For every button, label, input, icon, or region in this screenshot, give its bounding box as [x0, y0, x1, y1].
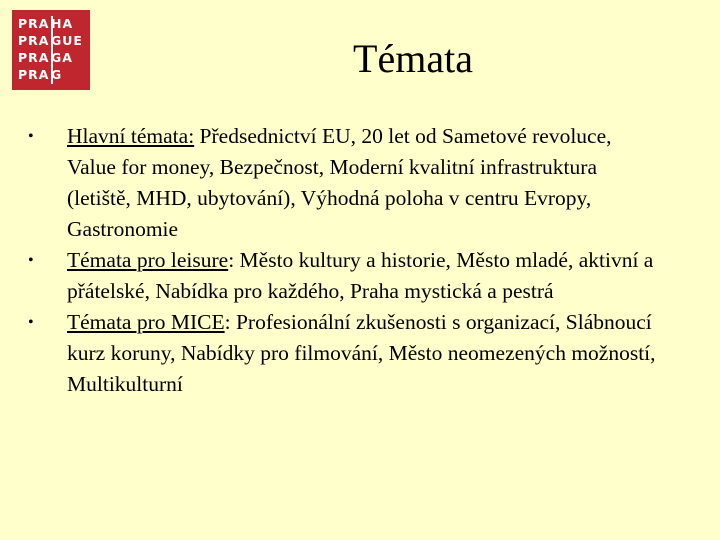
logo-text: PRA [18, 33, 50, 48]
logo-text: HA [51, 16, 74, 31]
bullet-list [0, 121, 720, 400]
logo-text: GA [51, 50, 73, 65]
bullet-label: Hlavní témata: [67, 124, 195, 148]
slide-title: Témata [353, 36, 473, 81]
bullet-leisure-themes [0, 245, 720, 307]
logo-text: G [51, 67, 63, 82]
bullet-main-themes [0, 121, 720, 245]
logo-text: PRA [18, 50, 50, 65]
logo-text: PRA [18, 67, 50, 82]
bullet-label: Témata pro MICE [67, 310, 225, 334]
bullet-marker: • [28, 314, 34, 331]
bullet-text: Předsednictví EU, 20 let od Sametové revoluce, Value for money, Bezpečnost, Moderní kvalitní infrastruktura (letiště, MHD, ubytování), Výhodná poloha v centru Evropy, Gastronomie [67, 124, 612, 241]
bullet-text: : Město kultury a historie, Město mladé, aktivní a přátelské, Nabídka pro každého, Praha mystická a pestrá [67, 248, 654, 303]
logo-text: PRA [18, 16, 50, 31]
logo-line-1 [18, 16, 88, 32]
bullet-mice-themes [0, 307, 720, 400]
bullet-label: Témata pro leisure [67, 248, 229, 272]
bullet-marker: • [28, 128, 34, 145]
bullet-text: : Profesionální zkušenosti s organizací, Slábnoucí kurz koruny, Nabídky pro filmování, Město neomezených možností, Multikulturní [67, 310, 656, 396]
bullet-marker: • [28, 252, 34, 269]
logo-text: GUE [51, 33, 83, 48]
